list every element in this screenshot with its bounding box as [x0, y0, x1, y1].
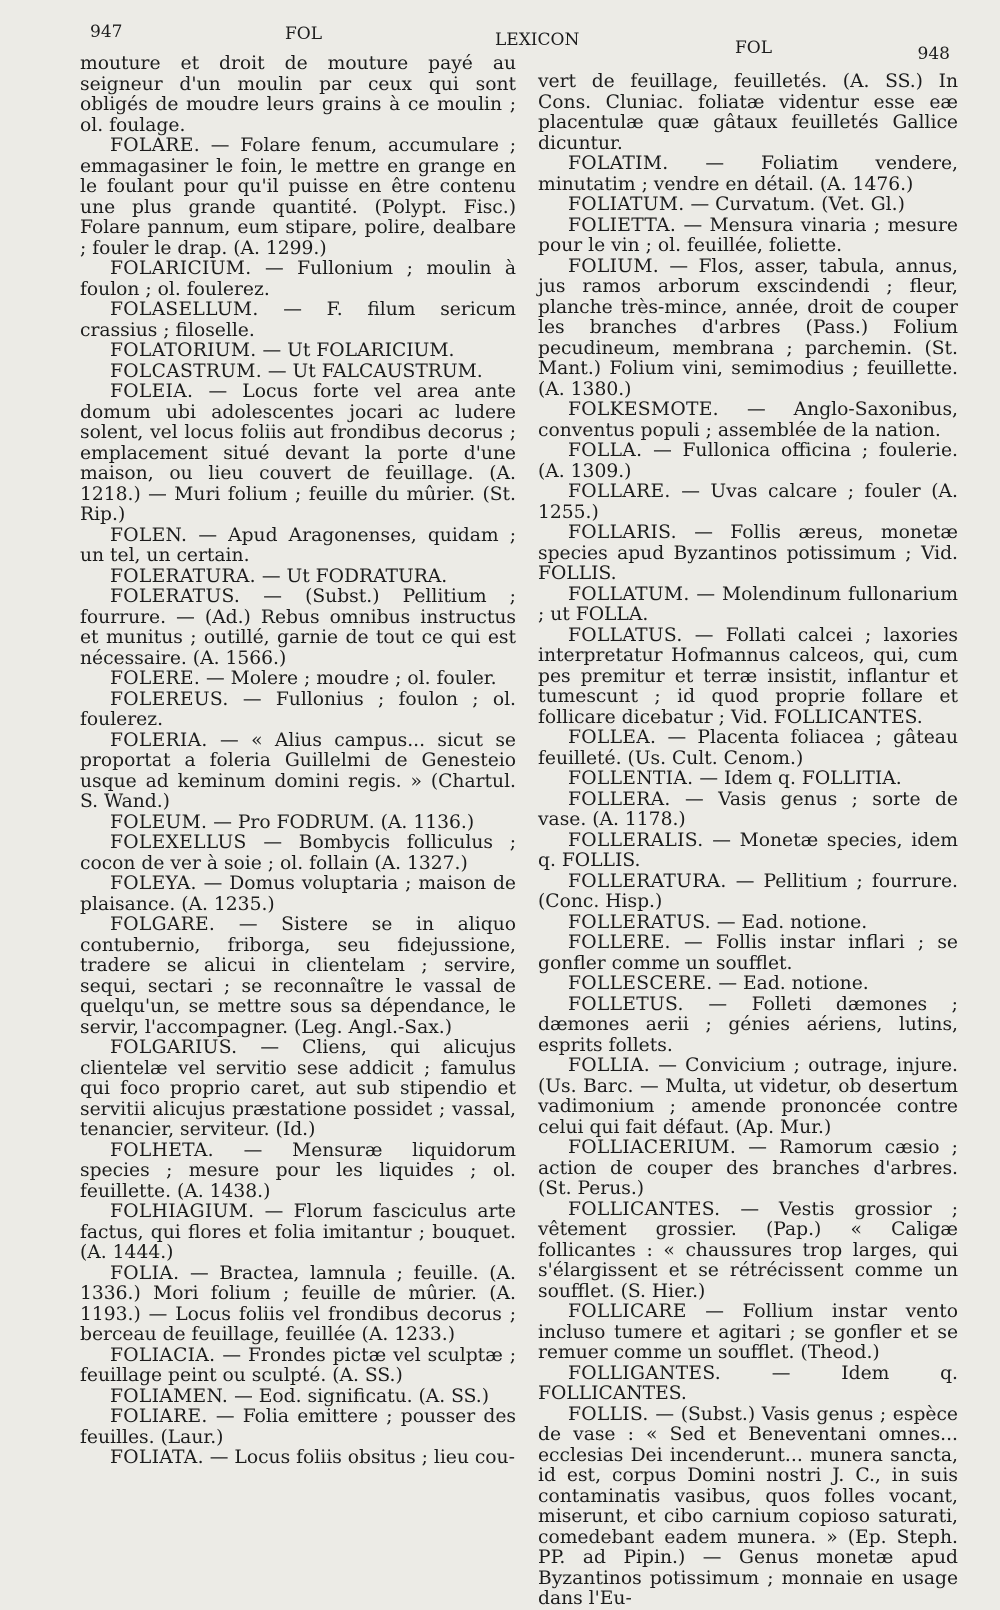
dictionary-entry — [80, 915, 516, 1038]
dictionary-entry — [80, 362, 516, 383]
dictionary-entry — [538, 400, 958, 441]
dictionary-entry — [538, 831, 958, 872]
entry-definition: — Ut FODRATURA. — [261, 565, 448, 587]
entry-headword: FOLGARE. — [110, 914, 216, 935]
entry-headword: FOLLIS. — [568, 1403, 649, 1425]
dictionary-entry — [80, 300, 516, 341]
entry-headword: FOLIATA. — [110, 1447, 204, 1468]
entry-definition: — Fullonica officina ; foulerie. (A. 1309.) — [538, 440, 958, 482]
entry-definition: — Frondes pictæ vel sculptæ ; feuillage peint ou sculpté. (A. SS.) — [80, 1344, 516, 1386]
page-header — [90, 16, 950, 64]
right-running-title: FOL — [735, 38, 773, 58]
dictionary-entry — [80, 259, 516, 300]
entry-definition: — Florum fasciculus arte factus, qui flores et folia imitantur ; bouquet. (A. 1444.) — [80, 1201, 516, 1263]
entry-definition: — Molendinum fullonarium ; ut FOLLA. — [538, 583, 958, 625]
dictionary-entry — [538, 72, 958, 154]
entry-headword: FOLCASTRUM. — [110, 360, 262, 382]
entry-definition: — Ramorum cæsio ; action de couper des branches d'arbres. (St. Perus.) — [538, 1137, 958, 1199]
dictionary-entry — [80, 136, 516, 259]
entry-headword: FOLEXELLUS — [110, 832, 247, 853]
dictionary-entry — [80, 833, 516, 874]
entry-definition: — Idem q. FOLLITIA. — [699, 768, 902, 789]
entry-headword: FOLASELLUM. — [110, 299, 259, 320]
entry-definition: — Fullonius ; foulon ; ol. foulerez. — [80, 688, 516, 730]
dictionary-entry — [80, 567, 516, 588]
dictionary-entry — [538, 195, 958, 216]
dictionary-entry — [80, 1264, 516, 1346]
dictionary-entry — [80, 1202, 516, 1264]
entry-headword: FOLIUM. — [568, 255, 660, 277]
center-running-title: LEXICON — [495, 30, 580, 50]
entry-headword: FOLERE. — [110, 668, 201, 689]
entry-headword: FOLEYA. — [110, 873, 197, 894]
dictionary-entry — [538, 626, 958, 729]
entry-definition: — (Subst.) Vasis genus ; espèce de vase : « Sed et Beneventani omnes... ecclesias Dei incenderunt... munera sancta, id est, corpus Domini nostri J. C., in suis contaminatis vasibus, quos folles vocant, miserunt, et cibo carnium copioso saturati, comedebant eadem munera. » (Ep. Steph. PP. ad Pipin.) — Genus monetæ apud Byzantinos potissimum ; monnaie en usage dans l'Eu- — [538, 1403, 958, 1609]
entry-headword: FOLLATUS. — [568, 624, 683, 646]
entry-definition: — Convicium ; outrage, injure. (Us. Barc. — Multa, ut videtur, ob desertum vadimonium ; amende prononcée contre celui qui fait défaut. (Ap. Mur.) — [538, 1055, 958, 1138]
entry-definition: — Idem q. FOLLICANTES. — [538, 1362, 958, 1404]
entry-headword: FOLKESMOTE. — [568, 399, 719, 420]
entry-definition: — Follis æreus, monetæ species apud Byzantinos potissimum ; Vid. FOLLIS. — [538, 522, 958, 584]
entry-definition: — Folare fenum, accumulare ; emmagasiner le foin, le mettre en grange en le foulant pour qu'il puisse en être contenu une plus grande quantité. (Polypt. Fisc.) Folare pannum, eum stipare, polire, dealbare ; fouler le drap. (A. 1299.) — [80, 135, 516, 259]
entry-definition: — « Alius campus... sicut se proportat a foleria Guillelmi de Genesteio usque ad keminum domini regis. » (Chartul. S. Wand.) — [80, 729, 516, 812]
dictionary-entry — [538, 482, 958, 523]
dictionary-entry — [80, 813, 516, 834]
left-running-title: FOL — [285, 24, 323, 44]
entry-headword: FOLLARIS. — [568, 522, 677, 543]
dictionary-entry — [538, 1056, 958, 1138]
entry-headword: FOLLERE. — [568, 932, 671, 953]
dictionary-entry — [538, 216, 958, 257]
entry-headword: FOLLIACERIUM. — [568, 1137, 737, 1158]
dictionary-entry — [80, 1346, 516, 1387]
entry-headword: FOLIETTA. — [568, 214, 677, 236]
entry-definition: — Fullonium ; moulin à foulon ; ol. foulerez. — [80, 258, 516, 300]
dictionary-entry — [538, 728, 958, 769]
dictionary-entry — [538, 585, 958, 626]
entry-headword: FOLLERALIS. — [568, 829, 704, 851]
entry-headword: FOLLERA. — [568, 788, 671, 810]
right-page-number: 948 — [917, 44, 950, 64]
entry-definition: — Sistere se in aliquo contubernio, friborga, seu fidejussione, tradere se alicui in clientelam ; servire, sequi, sectari ; se reconnaître le vassal de quelqu'un, se mettre sous sa dépendance, le servir, l'accompagner. (Leg. Angl.-Sax.) — [80, 914, 516, 1038]
entry-definition: — Anglo-Saxonibus, conventus populi ; assemblée de la nation. — [538, 399, 958, 441]
dictionary-entry — [80, 341, 516, 362]
dictionary-entry — [538, 1200, 958, 1303]
dictionary-entry — [80, 1141, 516, 1203]
entry-definition: — Cliens, qui alicujus clientelæ vel servitio sese addicit ; famulus qui foco proprio caret, aut sub stipendio et servitii alicujus præstatione possidet ; vassal, tenancier, serviteur. (Id.) — [80, 1037, 516, 1140]
dictionary-entry — [538, 790, 958, 831]
entry-headword: FOLEREUS. — [110, 688, 229, 710]
entry-definition: — F. filum sericum crassius ; filoselle. — [80, 299, 516, 341]
entry-headword: FOLLEA. — [568, 727, 657, 748]
entry-headword: FOLIAMEN. — [110, 1385, 229, 1407]
entry-definition: — Apud Aragonenses, quidam ; un tel, un certain. — [80, 524, 516, 566]
entry-definition: — Locus forte vel area ante domum ubi adolescentes jocari ac ludere solent, vel locus foliis aut frondibus decorus ; emplacement situé devant la porte d'une maison, ou lieu couvert de feuillage. (A. 1218.) — Muri folium ; feuille du mûrier. (St. Rip.) — [80, 381, 516, 525]
entry-definition: — Folleti dæmones ; dæmones aerii ; génies aériens, lutins, esprits follets. — [538, 993, 958, 1056]
dictionary-entry — [538, 769, 958, 790]
dictionary-entry — [538, 441, 958, 482]
entry-definition: — Mensura vinaria ; mesure pour le vin ; ol. feuillée, foliette. — [538, 214, 958, 256]
dictionary-entry — [80, 874, 516, 915]
entry-definition: — Folia emittere ; pousser des feuilles. (Laur.) — [80, 1406, 516, 1448]
dictionary-entry — [80, 526, 516, 567]
entry-definition: — Uvas calcare ; fouler (A. 1255.) — [538, 481, 958, 523]
dictionary-entry — [80, 382, 516, 526]
entry-headword: FOLIA. — [110, 1262, 180, 1284]
entry-headword: FOLEIA. — [110, 381, 194, 402]
left-page-number: 947 — [90, 22, 123, 42]
dictionary-entry — [538, 913, 958, 934]
entry-headword: FOLLA. — [568, 440, 643, 461]
dictionary-entry — [80, 1387, 516, 1408]
entry-headword: FOLLATUM. — [568, 583, 690, 605]
dictionary-entry — [80, 690, 516, 731]
entry-headword: FOLLENTIA. — [568, 768, 694, 789]
entry-definition: — Vestis grossior ; vêtement grossier. (Pap.) « Caligæ follicantes : « chaussures trop larges, qui s'élargissent et se rétrécissent comme un soufflet. (S. Hier.) — [538, 1198, 958, 1302]
entry-definition: — Ut FALCAUSTRUM. — [267, 360, 483, 382]
dictionary-entry — [80, 54, 516, 136]
entry-headword: FOLIACIA. — [110, 1344, 216, 1366]
dictionary-entry — [80, 587, 516, 669]
entry-headword: FOLEN. — [110, 524, 188, 546]
entry-headword: FOLIATUM. — [568, 194, 685, 215]
entry-headword: FOLARICIUM. — [110, 258, 252, 279]
entry-definition: — Follis instar inflari ; se gonfler comme un soufflet. — [538, 932, 958, 974]
entry-headword: FOLGARIUS. — [110, 1037, 238, 1058]
entry-definition: — Foliatim vendere, minutatim ; vendre en détail. (A. 1476.) — [538, 153, 958, 195]
entry-definition: — Monetæ species, idem q. FOLLIS. — [538, 829, 958, 871]
entry-headword: FOLLICANTES. — [568, 1198, 721, 1220]
entry-definition: — Pro FODRUM. (A. 1136.) — [213, 811, 475, 833]
entry-definition: — Flos, asser, tabula, annus, jus ramos arborum exscindendi ; fleur, planche très-mince, année, droit de couper les branches d'arbres (Pass.) Folium pecudineum, membrana ; parchemin. (St. Mant.) Folium vini, semimodius ; feuillette. (A. 1380.) — [538, 255, 958, 400]
entry-headword: FOLIARE. — [110, 1406, 208, 1427]
entry-definition: — Bombycis folliculus ; cocon de ver à soie ; ol. follain (A. 1327.) — [80, 832, 516, 874]
dictionary-entry — [538, 1405, 958, 1610]
entry-definition: — Ead. notione. — [718, 973, 869, 994]
entry-definition: — Vasis genus ; sorte de vase. (A. 1178.) — [538, 788, 958, 830]
entry-definition: vert de feuillage, feuilletés. (A. SS.) In Cons. Cluniac. foliatæ videntur esse eæ placentulæ quæ gâtaux feuilletés Gallice dicuntur. — [538, 71, 958, 154]
entry-headword: FOLERIA. — [110, 729, 208, 751]
dictionary-entry — [80, 731, 516, 813]
entry-definition: mouture et droit de mouture payé au seigneur d'un moulin par ceux qui sont obligés de moudre leurs grains à ce moulin ; ol. foulage. — [80, 53, 516, 136]
entry-headword: FOLHIAGIUM. — [110, 1201, 255, 1222]
entry-headword: FOLLARE. — [568, 481, 671, 502]
dictionary-entry — [538, 974, 958, 995]
entry-headword: FOLARE. — [110, 135, 200, 156]
dictionary-entry — [80, 1448, 516, 1469]
right-column — [538, 71, 958, 1609]
entry-headword: FOLATORIUM. — [110, 340, 257, 361]
entry-headword: FOLLESCERE. — [568, 973, 713, 994]
entry-definition: — Molere ; moudre ; ol. fouler. — [206, 668, 497, 689]
entry-definition: — Locus foliis obsitus ; lieu cou- — [209, 1447, 515, 1468]
dictionary-entry — [538, 1364, 958, 1405]
entry-definition: — Domus voluptaria ; maison de plaisance. (A. 1235.) — [80, 873, 516, 915]
entry-headword: FOLLERATUS. — [568, 911, 711, 933]
entry-headword: FOLLICARE — [568, 1301, 687, 1322]
entry-definition: — Bractea, lamnula ; feuille. (A. 1336.) Mori folium ; feuille de mûrier. (A. 1193.) — Locus foliis vel frondibus decorus ; berceau de feuillage, feuillée (A. 1233.) — [80, 1262, 516, 1345]
entry-headword: FOLERATUS. — [110, 586, 241, 607]
entry-definition: — Pellitium ; fourrure. (Conc. Hisp.) — [538, 870, 958, 912]
entry-definition: — Follium instar vento incluso tumere et agitari ; se gonfler et se remuer comme un soufflet. (Theod.) — [538, 1301, 958, 1363]
dictionary-entry — [80, 1407, 516, 1448]
entry-definition: — Curvatum. (Vet. Gl.) — [690, 194, 905, 215]
dictionary-entry — [538, 154, 958, 195]
dictionary-entry — [80, 1038, 516, 1141]
entry-definition: — Ut FOLARICIUM. — [262, 340, 455, 361]
dictionary-entry — [538, 933, 958, 974]
left-column — [80, 54, 516, 1554]
dictionary-entry — [538, 995, 958, 1057]
dictionary-entry — [538, 523, 958, 585]
entry-headword: FOLERATURA. — [110, 565, 256, 587]
dictionary-entry — [538, 257, 958, 401]
dictionary-entry — [538, 1138, 958, 1200]
entry-headword: FOLATIM. — [568, 153, 669, 174]
dictionary-entry — [538, 1302, 958, 1364]
entry-headword: FOLLETUS. — [568, 993, 684, 1015]
entry-definition: — Placenta foliacea ; gâteau feuilleté. (Us. Cult. Cenom.) — [538, 727, 958, 769]
entry-headword: FOLLIGANTES. — [568, 1362, 722, 1384]
dictionary-entry — [538, 872, 958, 913]
entry-definition: — Ead. notione. — [716, 911, 868, 933]
entry-headword: FOLLIA. — [568, 1055, 651, 1076]
entry-definition: — (Subst.) Pellitium ; fourrure. — (Ad.) Rebus omnibus instructus et munitus ; outillé, garnie de tout ce qui est nécessaire. (A. 1566.) — [80, 586, 516, 669]
entry-headword: FOLHETA. — [110, 1139, 214, 1161]
entry-definition: — Mensuræ liquidorum species ; mesure pour les liquides ; ol. feuillette. (A. 1438.) — [80, 1139, 516, 1202]
entry-headword: FOLEUM. — [110, 811, 208, 833]
entry-definition: — Follati calcei ; laxories interpretatur Hofmannus calceos, qui, cum pes premitur et terræ insistit, inflantur et tumescunt ; id quod proprie follare et follicare dicebatur ; Vid. FOLLICANTES. — [538, 624, 958, 728]
entry-headword: FOLLERATURA. — [568, 870, 727, 892]
entry-definition: — Eod. significatu. (A. SS.) — [234, 1385, 490, 1407]
dictionary-entry — [80, 669, 516, 690]
